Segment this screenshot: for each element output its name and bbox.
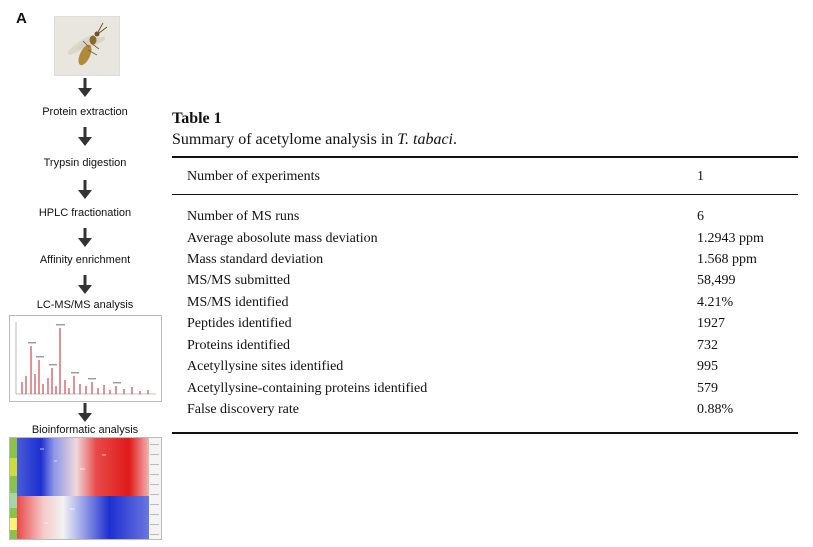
row-value: 1927	[697, 316, 725, 331]
caption-species: T. tabaci	[397, 131, 453, 148]
heatmap-icon	[10, 438, 161, 539]
down-arrow-icon	[77, 127, 93, 147]
row-value: 6	[697, 209, 704, 224]
row-label: Number of MS runs	[187, 209, 300, 224]
step-bioinformatic-analysis: Bioinformatic analysis	[31, 424, 139, 436]
row-value: 1.568 ppm	[697, 252, 757, 267]
row-value: 4.21%	[697, 295, 734, 310]
row-label: MS/MS identified	[187, 295, 289, 310]
row-value: 579	[697, 381, 718, 396]
table-mid-rule	[172, 194, 798, 195]
caption-text: Summary of acetylome analysis in	[172, 131, 398, 148]
step-protein-extraction: Protein extraction	[42, 106, 128, 118]
row-label: Proteins identified	[187, 338, 291, 353]
row-label: Mass standard deviation	[187, 252, 324, 267]
step-hplc-fractionation: HPLC fractionation	[38, 207, 132, 219]
step-affinity-enrichment: Affinity enrichment	[39, 254, 131, 266]
row-label: MS/MS submitted	[187, 273, 291, 288]
step-trypsin-digestion: Trypsin digestion	[43, 157, 127, 169]
row-value: 732	[697, 338, 718, 353]
row-label: False discovery rate	[187, 402, 299, 417]
panel-label: A	[16, 10, 27, 27]
table-bottom-rule	[172, 432, 798, 434]
down-arrow-icon	[77, 275, 93, 295]
row-value: 995	[697, 359, 718, 374]
row-label: Acetyllysine sites identified	[187, 359, 344, 374]
step-lc-ms-analysis: LC-MS/MS analysis	[36, 299, 134, 311]
down-arrow-icon	[77, 78, 93, 98]
summary-table	[172, 110, 798, 417]
down-arrow-icon	[77, 228, 93, 248]
mass-spectrum-image	[9, 315, 162, 402]
thrips-photo	[54, 16, 120, 76]
row-value: 0.88%	[697, 402, 734, 417]
table-title: Table 1	[172, 110, 222, 127]
row-value: 58,499	[697, 273, 736, 288]
row-label: Peptides identified	[187, 316, 292, 331]
row-label: Number of experiments	[187, 169, 320, 184]
table-top-rule	[172, 156, 798, 158]
row-value: 1.2943 ppm	[697, 231, 764, 246]
down-arrow-icon	[77, 180, 93, 200]
table-caption	[172, 130, 798, 150]
heatmap-image	[9, 437, 162, 540]
spectrum-plot-icon	[10, 316, 161, 401]
row-label: Acetyllysine-containing proteins identified	[187, 381, 428, 396]
caption-period: .	[452, 131, 457, 148]
thrips-icon	[55, 17, 119, 75]
row-label: Average abosolute mass deviation	[187, 231, 378, 246]
row-value: 1	[697, 169, 704, 184]
down-arrow-icon	[77, 403, 93, 423]
